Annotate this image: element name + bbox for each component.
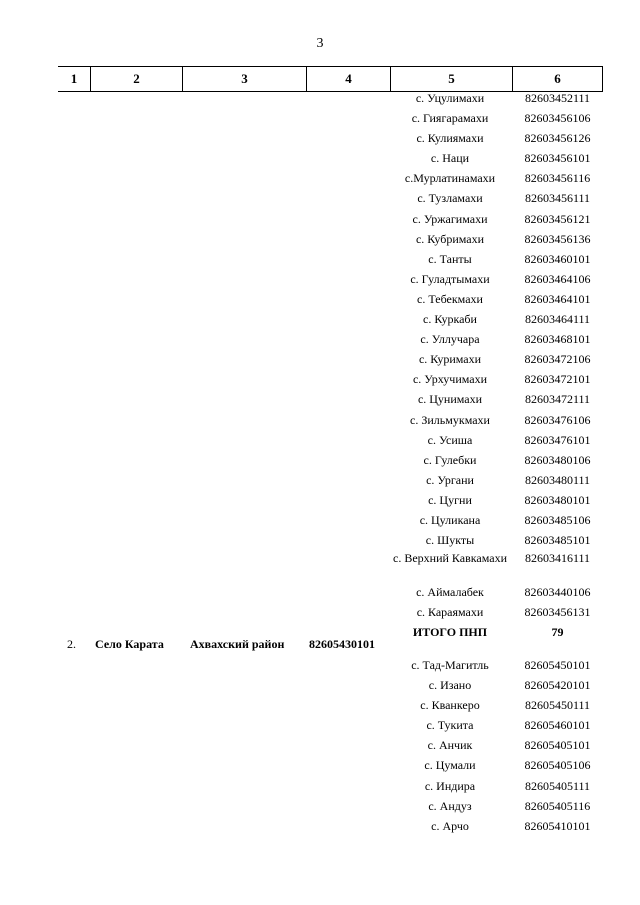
table-row xyxy=(0,369,640,389)
village-name: с. Цумали xyxy=(424,758,476,773)
village-code: 82603464106 xyxy=(524,271,591,286)
table-row xyxy=(0,550,640,582)
header-col-4: 4 xyxy=(306,67,390,91)
village-code: 82603456101 xyxy=(524,151,591,166)
village-code: 82603485101 xyxy=(524,533,591,548)
table-row xyxy=(0,309,640,329)
total-label: ИТОГО ПНП xyxy=(412,625,488,640)
village-name: с. Тебекмахи xyxy=(417,291,483,306)
village-name: с. Караямахи xyxy=(416,605,484,620)
table-row xyxy=(0,796,640,816)
village-code: 82605450111 xyxy=(524,698,591,713)
village-name: с. Кванкеро xyxy=(420,698,480,713)
village-code: 82603456136 xyxy=(524,231,591,246)
village-code: 82603456116 xyxy=(524,171,591,186)
village-code: 82603485106 xyxy=(524,512,591,527)
table-row xyxy=(0,675,640,695)
table-row xyxy=(0,389,640,409)
table-row xyxy=(0,755,640,775)
settlement-code: 82605430101 xyxy=(309,637,375,651)
village-code: 82605460101 xyxy=(524,718,591,733)
table-row xyxy=(0,148,640,168)
table-row xyxy=(0,450,640,470)
total-value: 79 xyxy=(551,625,564,640)
village-code: 82605405101 xyxy=(524,738,591,753)
header-col-1: 1 xyxy=(70,71,78,86)
village-code: 82603480106 xyxy=(524,452,591,467)
table-row xyxy=(0,715,640,735)
village-name: с. Куркаби xyxy=(423,312,477,327)
table-row xyxy=(0,289,640,309)
table-row xyxy=(0,470,640,490)
table-row xyxy=(0,108,640,128)
village-name: с. Зильмукмахи xyxy=(410,412,490,427)
table-row xyxy=(0,430,640,450)
settlement-number: 2. xyxy=(67,637,76,651)
table-row xyxy=(0,490,640,510)
village-code: 82603456126 xyxy=(524,131,591,146)
table-row xyxy=(0,776,640,796)
header-col-3: 3 xyxy=(182,67,306,91)
village-code: 82603476101 xyxy=(524,432,591,447)
table-row xyxy=(0,88,640,108)
village-name: с. Тузламахи xyxy=(417,191,483,206)
village-name: с. Гулебки xyxy=(423,452,477,467)
village-code: 82603456121 xyxy=(524,211,591,226)
village-code: 82603416111 xyxy=(524,551,591,566)
table-row xyxy=(0,602,640,622)
table-row xyxy=(0,269,640,289)
village-name: с. Индира xyxy=(424,778,476,793)
village-name: с. Цугни xyxy=(428,492,472,507)
village-code: 82603456131 xyxy=(524,605,591,620)
village-name: с. Уллучара xyxy=(420,332,480,347)
village-code: 82605420101 xyxy=(524,678,591,693)
village-name: с. Анчик xyxy=(427,738,473,753)
village-code: 82605405116 xyxy=(524,798,591,813)
settlement-name: Село Карата xyxy=(95,637,164,651)
village-code: 82603472106 xyxy=(524,352,591,367)
header-col-5: 5 xyxy=(390,67,512,91)
village-name: с. Верхний Кавкамахи xyxy=(393,551,507,566)
village-name: с. Уцулимахи xyxy=(415,91,485,105)
village-code: 82603468101 xyxy=(524,332,591,347)
village-code: 82605450101 xyxy=(524,658,591,672)
village-code: 82603452111 xyxy=(524,91,591,105)
village-code: 82603480101 xyxy=(524,492,591,507)
table-row xyxy=(0,188,640,208)
village-name: с. Усиша xyxy=(427,432,473,447)
village-name: с. Наци xyxy=(430,151,470,166)
village-name: с. Аймалабек xyxy=(416,585,484,600)
village-name: с. Кулиямахи xyxy=(416,131,484,146)
village-name: с. Танты xyxy=(428,251,472,266)
table-row xyxy=(0,655,640,675)
table-row xyxy=(0,735,640,755)
village-code: 82603472101 xyxy=(524,372,591,387)
table-row xyxy=(0,229,640,249)
table-row xyxy=(0,695,640,715)
village-name: с. Тад-Магитль xyxy=(411,658,489,672)
village-name: с. Урхучимахи xyxy=(412,372,488,387)
village-name: с. Арчо xyxy=(431,818,469,833)
table-row xyxy=(0,510,640,530)
village-code: 82605405111 xyxy=(524,778,591,793)
village-code: 82603464111 xyxy=(524,312,591,327)
table-row xyxy=(0,128,640,148)
village-code: 82603464101 xyxy=(524,291,591,306)
village-code: 82603480111 xyxy=(524,472,591,487)
villages-list-block-2 xyxy=(0,655,640,836)
villages-list-block-1 xyxy=(0,88,640,642)
table-row xyxy=(0,816,640,836)
table-row xyxy=(0,349,640,369)
table-row xyxy=(0,582,640,602)
village-name: с. Тукита xyxy=(426,718,474,733)
settlement-row xyxy=(0,637,640,655)
village-code: 82603456106 xyxy=(524,111,591,126)
village-code: 82603460101 xyxy=(524,251,591,266)
table-row xyxy=(0,168,640,188)
village-code: 82605410101 xyxy=(524,818,591,833)
village-name: с. Шукты xyxy=(425,533,475,548)
village-code: 82605405106 xyxy=(524,758,591,773)
header-col-2: 2 xyxy=(90,67,182,91)
settlement-district: Ахвахский район xyxy=(190,637,285,651)
village-code: 82603476106 xyxy=(524,412,591,427)
table-row xyxy=(0,530,640,550)
village-name: с. Кубримахи xyxy=(415,231,485,246)
village-name: с.Мурлатинамахи xyxy=(404,171,496,186)
village-name: с. Уржагимахи xyxy=(412,211,488,226)
table-row xyxy=(0,209,640,229)
village-name: с. Изано xyxy=(428,678,472,693)
village-code: 82603440106 xyxy=(524,585,591,600)
table-row xyxy=(0,410,640,430)
village-name: с. Андуз xyxy=(428,798,472,813)
table-row xyxy=(0,249,640,269)
header-col-6: 6 xyxy=(512,67,603,91)
page-number: 3 xyxy=(316,36,324,51)
village-name: с. Гуладтымахи xyxy=(410,271,490,286)
table-row xyxy=(0,329,640,349)
village-name: с. Цунимахи xyxy=(417,392,483,407)
village-name: с. Ургани xyxy=(426,472,474,487)
village-name: с. Цуликана xyxy=(419,512,481,527)
village-name: с. Гиягарамахи xyxy=(411,111,489,126)
village-name: с. Куримахи xyxy=(418,352,482,367)
village-code: 82603456111 xyxy=(524,191,591,206)
village-code: 82603472111 xyxy=(524,392,591,407)
